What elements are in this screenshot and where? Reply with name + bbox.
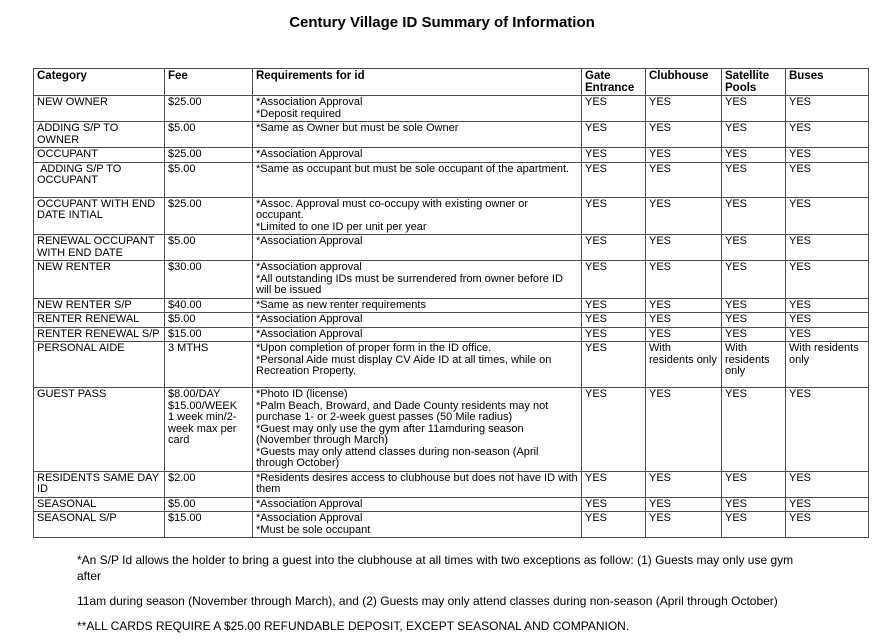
column-header-fee: Fee [165,69,253,96]
requirements-line: *Same as occupant but must be sole occupant of the apartment. [256,162,570,175]
fee-cell [165,342,253,388]
satellite-pools-cell: YES [722,162,786,197]
buses-cell: YES [786,388,869,472]
clubhouse-cell: YES [646,197,722,235]
buses-cell: YES [786,162,869,197]
requirements-cell [253,197,582,235]
table-row [34,388,869,472]
fee-cell [165,197,253,235]
clubhouse-cell: YES [646,298,722,313]
satellite-pools-cell: YES [722,497,786,512]
fee-cell [165,261,253,299]
fee-line: 1 week min/2-week max per card [168,411,237,446]
fee-line: $25.00 [168,148,202,160]
clubhouse-cell: YES [646,235,722,261]
table-row [34,313,869,328]
satellite-pools-cell: YES [722,148,786,163]
buses-cell: YES [786,197,869,235]
category-cell: PERSONAL AIDE [34,342,165,388]
table-row [34,235,869,261]
category-cell: SEASONAL S/P [34,512,165,538]
requirements-cell [253,261,582,299]
buses-cell: YES [786,497,869,512]
gate-entrance-cell: YES [582,327,646,342]
clubhouse-cell: YES [646,122,722,148]
satellite-pools-cell: YES [722,298,786,313]
fee-cell [165,122,253,148]
requirements-line: *Association approval [256,261,362,273]
fee-line: $5.00 [168,162,196,175]
fee-line: $5.00 [168,497,196,510]
requirements-line: *Guest may only use the gym after 11amduring season (November through March) [256,422,524,446]
table-row [34,261,869,299]
fee-cell [165,313,253,328]
column-header-satellite-pools: Satellite Pools [722,69,786,96]
category-cell: RESIDENTS SAME DAY ID [34,471,165,497]
category-cell: NEW RENTER S/P [34,298,165,313]
category-cell: RENEWAL OCCUPANT WITH END DATE [34,235,165,261]
fee-cell [165,162,253,197]
table-row [34,497,869,512]
category-cell: GUEST PASS [34,388,165,472]
requirements-cell [253,342,582,388]
satellite-pools-cell: YES [722,388,786,472]
category-cell: NEW OWNER [34,96,165,122]
table-header-row [34,69,869,96]
requirements-line: *Deposit required [256,107,341,120]
clubhouse-cell: YES [646,261,722,299]
table-row [34,512,869,538]
column-header-requirements-for-id: Requirements for id [253,69,582,96]
fee-cell [165,327,253,342]
fee-line: $2.00 [168,471,196,484]
buses-cell: YES [786,298,869,313]
gate-entrance-cell: YES [582,148,646,163]
requirements-line: *Same as Owner but must be sole Owner [256,122,459,134]
requirements-cell [253,313,582,328]
requirements-line: *Guests may only attend classes during non-season (April through October) [256,445,539,469]
fee-line: 3 MTHS [168,342,209,354]
satellite-pools-cell: YES [722,471,786,497]
requirements-line: *Personal Aide must display CV Aide ID at all times, while on Recreation Property. [256,353,552,377]
category-cell: NEW RENTER [34,261,165,299]
fee-line: $5.00 [168,235,196,247]
fee-cell [165,148,253,163]
footnote: **ALL CARDS REQUIRE A $25.00 REFUNDABLE DEPOSIT, EXCEPT SEASONAL AND COMPANION. [77,619,630,633]
fee-cell [165,96,253,122]
requirements-line: *Association Approval [256,313,363,325]
fee-cell [165,497,253,512]
fee-line: $25.00 [168,197,202,210]
requirements-line: *Photo ID (license) [256,388,348,400]
requirements-cell [253,148,582,163]
category-cell: OCCUPANT [34,148,165,163]
gate-entrance-cell: YES [582,497,646,512]
buses-cell: YES [786,313,869,328]
requirements-cell [253,471,582,497]
gate-entrance-cell: YES [582,261,646,299]
footnotes-block [77,552,837,643]
gate-entrance-cell: YES [582,122,646,148]
satellite-pools-cell: With residents only [722,342,786,388]
gate-entrance-cell: YES [582,235,646,261]
category-cell: RENTER RENEWAL [34,313,165,328]
fee-line: $40.00 [168,298,202,311]
clubhouse-cell: YES [646,162,722,197]
requirements-line: *Must be sole occupant [256,523,371,536]
requirements-cell [253,96,582,122]
buses-cell: YES [786,327,869,342]
table-row [34,327,869,342]
clubhouse-cell: YES [646,471,722,497]
table-row [34,342,869,388]
header-row [34,69,869,96]
requirements-cell [253,162,582,197]
gate-entrance-cell: YES [582,313,646,328]
fee-cell [165,235,253,261]
requirements-line: *Assoc. Approval must co-occupy with existing owner or occupant. [256,197,529,221]
buses-cell: YES [786,512,869,538]
category-cell: OCCUPANT WITH END DATE INTIAL [34,197,165,235]
fee-cell [165,471,253,497]
fee-line: $15.00/WEEK [168,399,238,412]
table-row [34,298,869,313]
fee-line: $15.00 [168,512,202,524]
table-row [34,96,869,122]
requirements-line: *Association Approval [256,235,363,247]
buses-cell: YES [786,96,869,122]
satellite-pools-cell: YES [722,313,786,328]
table-row [34,471,869,497]
clubhouse-cell: YES [646,388,722,472]
table-body [34,96,869,538]
table-row [34,162,869,197]
gate-entrance-cell: YES [582,471,646,497]
requirements-line: *Association Approval [256,497,363,510]
requirements-line: *Same as new renter requirements [256,298,426,311]
gate-entrance-cell: YES [582,197,646,235]
buses-cell: YES [786,122,869,148]
satellite-pools-cell: YES [722,261,786,299]
table-row [34,122,869,148]
clubhouse-cell: YES [646,512,722,538]
gate-entrance-cell: YES [582,298,646,313]
table-row [34,148,869,163]
table-row [34,197,869,235]
requirements-line: *Association Approval [256,96,363,108]
category-cell: SEASONAL [34,497,165,512]
clubhouse-cell: YES [646,148,722,163]
fee-cell [165,388,253,472]
requirements-cell [253,512,582,538]
buses-cell: YES [786,235,869,261]
gate-entrance-cell: YES [582,512,646,538]
buses-cell: YES [786,471,869,497]
column-header-gate-entrance: Gate Entrance [582,69,646,96]
footnote: 11am during season (November through March), and (2) Guests may only attend classes during non-season (April through October) [77,594,778,608]
clubhouse-cell: YES [646,327,722,342]
fee-line: $25.00 [168,96,202,108]
requirements-line: *Palm Beach, Broward, and Dade County residents may not purchase 1- or 2-week guest passes (50 Mile radius) [256,399,549,423]
fee-line: $8.00/DAY [168,388,221,400]
fee-cell [165,298,253,313]
id-summary-table [33,68,869,538]
fee-line: $30.00 [168,261,202,273]
buses-cell: With residents only [786,342,869,388]
requirements-cell [253,497,582,512]
category-cell: RENTER RENEWAL S/P [34,327,165,342]
requirements-line: *Limited to one ID per unit per year [256,220,427,233]
buses-cell: YES [786,148,869,163]
satellite-pools-cell: YES [722,512,786,538]
clubhouse-cell: With residents only [646,342,722,388]
satellite-pools-cell: YES [722,122,786,148]
buses-cell: YES [786,261,869,299]
requirements-line: *Association Approval [256,327,363,340]
clubhouse-cell: YES [646,497,722,512]
requirements-cell [253,235,582,261]
clubhouse-cell: YES [646,313,722,328]
gate-entrance-cell: YES [582,342,646,388]
satellite-pools-cell: YES [722,197,786,235]
fee-line: $5.00 [168,313,196,325]
requirements-cell [253,327,582,342]
column-header-clubhouse: Clubhouse [646,69,722,96]
requirements-line: *Association Approval [256,512,363,524]
requirements-line: *Upon completion of proper form in the ID office. [256,342,492,354]
satellite-pools-cell: YES [722,96,786,122]
footnote: *An S/P Id allows the holder to bring a guest into the clubhouse at all times with two exceptions as follow: (1) Guests may only use gym after [77,553,794,583]
fee-cell [165,512,253,538]
satellite-pools-cell: YES [722,327,786,342]
requirements-line: *Association Approval [256,148,363,160]
page-title: Century Village ID Summary of Information [289,14,595,31]
gate-entrance-cell: YES [582,96,646,122]
fee-line: $5.00 [168,122,196,134]
column-header-category: Category [34,69,165,96]
requirements-cell [253,388,582,472]
satellite-pools-cell: YES [722,235,786,261]
requirements-line: *Residents desires access to clubhouse but does not have ID with them [256,471,578,495]
category-cell: ADDING S/P TO OCCUPANT [34,162,165,197]
column-header-buses: Buses [786,69,869,96]
category-cell: ADDING S/P TO OWNER [34,122,165,148]
fee-line: $15.00 [168,327,202,340]
requirements-cell [253,298,582,313]
clubhouse-cell: YES [646,96,722,122]
requirements-line: *All outstanding IDs must be surrendered from owner before ID will be issued [256,272,563,296]
requirements-cell [253,122,582,148]
gate-entrance-cell: YES [582,162,646,197]
gate-entrance-cell: YES [582,388,646,472]
